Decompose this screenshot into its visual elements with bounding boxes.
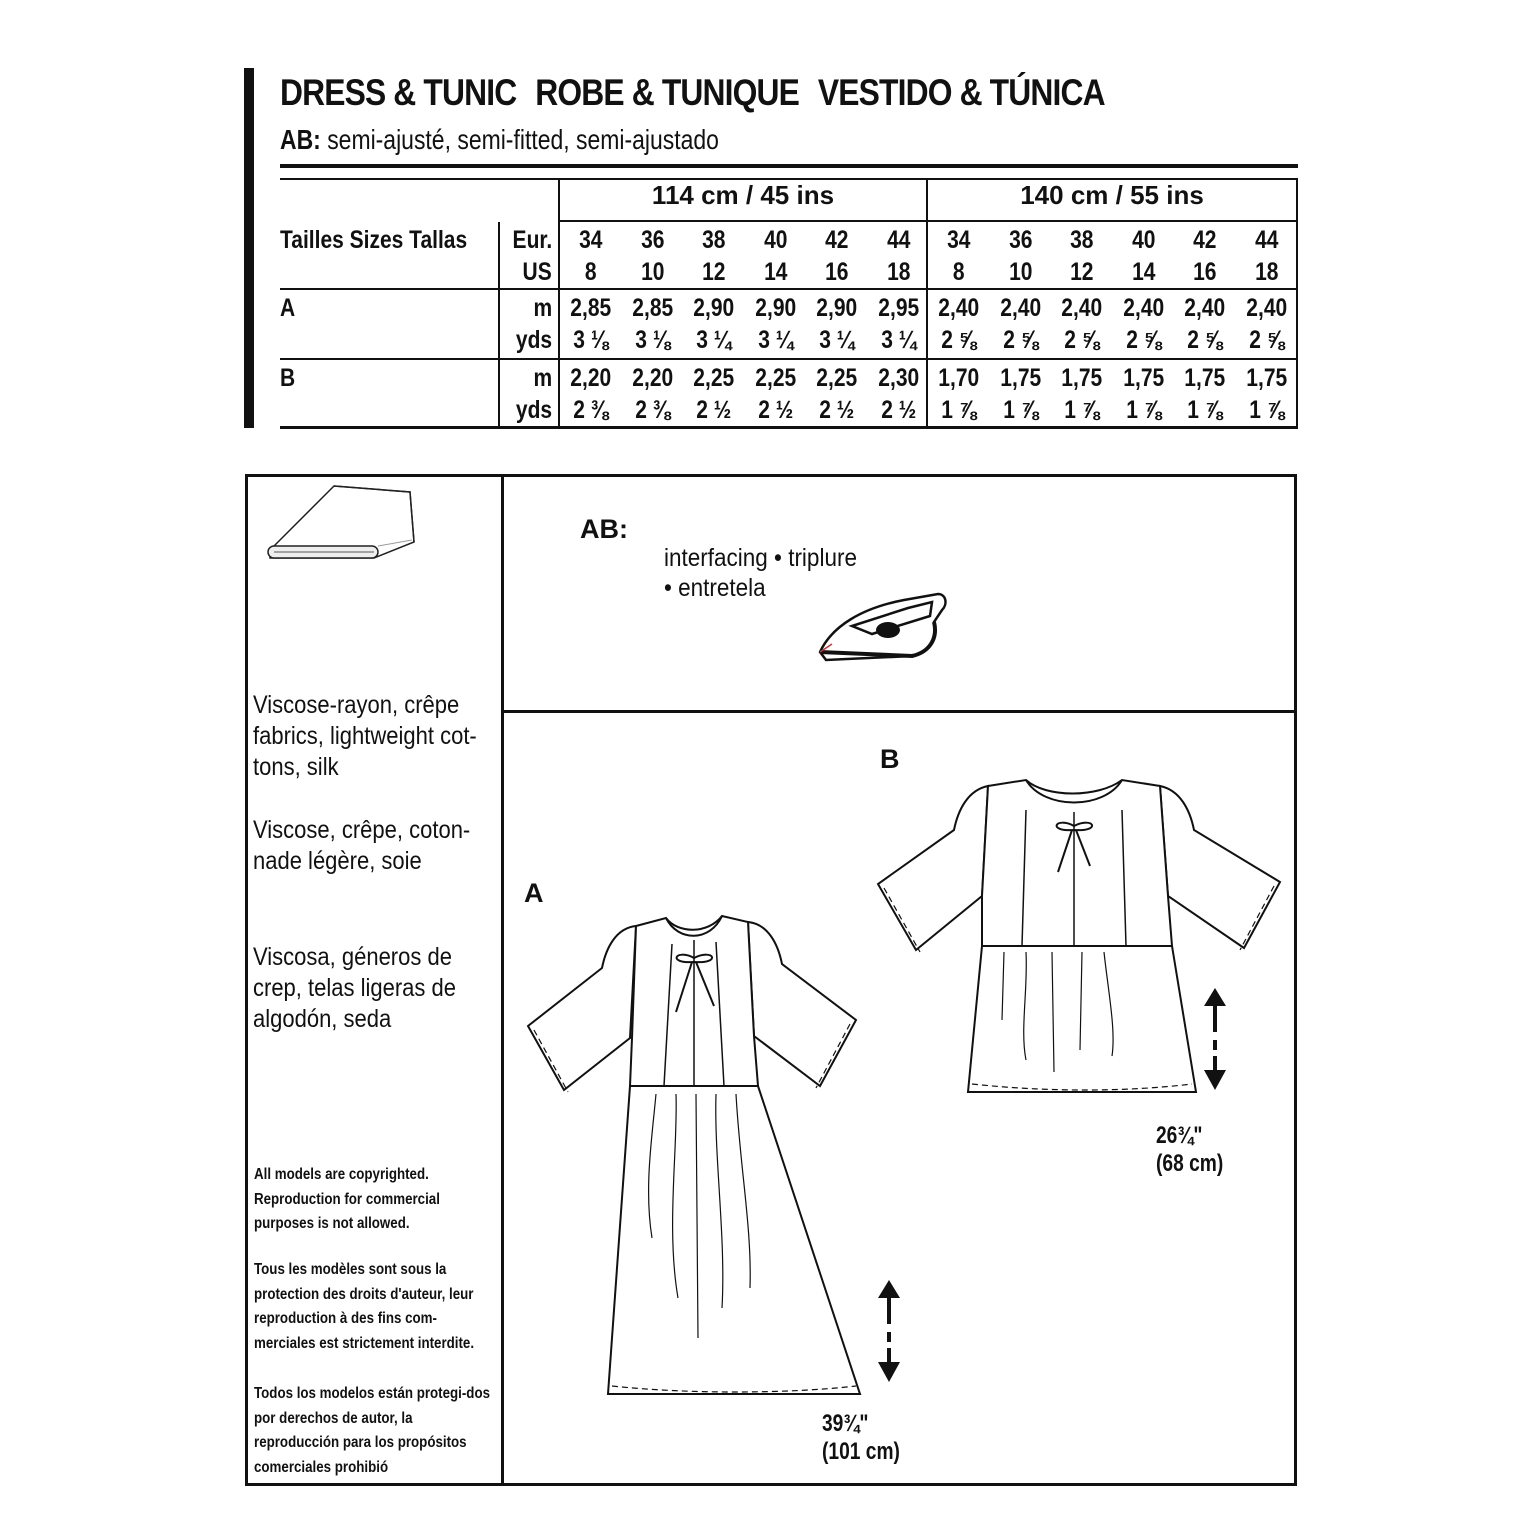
length-arrow-icon: [1200, 984, 1230, 1094]
yards-value: 2 ⅝: [1248, 326, 1284, 354]
yards-value: 3 ¼: [757, 326, 793, 354]
view-b-length-cm: (68 cm): [1156, 1150, 1224, 1177]
meters-value: 1,75: [1245, 364, 1287, 392]
yards-value: 2 ½: [819, 396, 855, 424]
width-header-140: 140 cm / 55 ins: [1020, 180, 1204, 210]
eur-size: 38: [702, 226, 726, 254]
yards-value: 1 ⅞: [1002, 396, 1038, 424]
eur-size: 34: [947, 226, 971, 254]
eur-size: 44: [1254, 226, 1278, 254]
title-fr: ROBE & TUNIQUE: [535, 72, 800, 113]
meters-value: 2,85: [631, 294, 673, 322]
table-rule: [280, 164, 1298, 168]
yards-value: 2 ⅜: [573, 396, 609, 424]
meters-value: 2,20: [570, 364, 612, 392]
meters-value: 2,40: [1184, 294, 1226, 322]
yards-value: 2 ½: [696, 396, 732, 424]
interfacing-line-1: interfacing • triplure: [664, 544, 857, 572]
us-size: 14: [763, 258, 787, 286]
yards-value: 1 ⅞: [1248, 396, 1284, 424]
eur-size: 42: [1193, 226, 1217, 254]
eur-label: Eur.: [512, 226, 552, 254]
yards-value: 2 ⅜: [634, 396, 670, 424]
length-arrow-icon: [874, 1276, 904, 1386]
table-rule: [280, 358, 1298, 360]
table-rule: [280, 288, 1298, 290]
meters-value: 2,85: [570, 294, 612, 322]
yards-value: 2 ⅝: [1125, 326, 1161, 354]
copyright-fr: Tous les modèles sont sous la protection des droits d'auteur, leur reproduction à des fins com-merciales est strictement interdite.: [254, 1261, 475, 1352]
yardage-table: [280, 164, 1298, 430]
table-rule: [498, 222, 500, 428]
yards-value: 3 ⅛: [573, 326, 609, 354]
meters-value: 2,30: [877, 364, 919, 392]
fabric-suggestions-es: Viscosa, géneros de crep, telas ligeras de algodón, seda: [253, 943, 457, 1033]
view-a-length-cm: (101 cm): [822, 1438, 900, 1465]
dress-a-illustration: [526, 908, 866, 1408]
meters-value: 2,90: [816, 294, 858, 322]
us-size: 18: [1254, 258, 1278, 286]
us-size: 8: [952, 258, 965, 286]
us-size: 16: [1193, 258, 1217, 286]
eur-size: 36: [1008, 226, 1032, 254]
yards-value: 3 ⅛: [634, 326, 670, 354]
copyright-en: All models are copyrighted. Reproduction for commercial purposes is not allowed.: [254, 1166, 440, 1232]
panel-divider-horizontal: [504, 710, 1294, 713]
iron-icon: [812, 586, 952, 666]
fabric-suggestions-fr: Viscose, crêpe, coton-nade légère, soie: [253, 816, 471, 875]
yards-value: 1 ⅞: [1125, 396, 1161, 424]
us-size: 12: [1070, 258, 1094, 286]
meters-value: 2,95: [877, 294, 919, 322]
eur-size: 42: [825, 226, 849, 254]
unit-yards: yds: [515, 326, 552, 354]
meters-value: 2,25: [816, 364, 858, 392]
fit-text: semi-ajusté, semi-fitted, semi-ajustado: [327, 124, 719, 155]
meters-value: 2,40: [1245, 294, 1287, 322]
meters-value: 2,40: [1122, 294, 1164, 322]
width-header-114: 114 cm / 45 ins: [651, 180, 835, 210]
view-b-label: B: [880, 744, 900, 774]
fit-views: AB:: [280, 124, 321, 155]
sizes-label: Tailles Sizes Tallas: [280, 226, 468, 254]
yards-value: 2 ⅝: [1064, 326, 1100, 354]
meters-value: 2,25: [693, 364, 735, 392]
page-title: [280, 72, 1124, 114]
table-rule: [558, 178, 560, 428]
us-size: 12: [702, 258, 726, 286]
view-b-length: [1156, 1122, 1223, 1178]
yards-value: 2 ½: [880, 396, 916, 424]
unit-yards: yds: [515, 396, 552, 424]
view-row-label: A: [280, 294, 296, 322]
yards-value: 1 ⅞: [941, 396, 977, 424]
table-rule: [926, 178, 928, 428]
table-rule: [1296, 178, 1298, 428]
accent-bar: [244, 68, 254, 428]
yards-value: 2 ⅝: [1187, 326, 1223, 354]
fabric-bolt-icon: [262, 484, 422, 564]
eur-size: 40: [763, 226, 787, 254]
eur-size: 36: [640, 226, 664, 254]
eur-size: 44: [886, 226, 910, 254]
eur-size: 34: [579, 226, 603, 254]
interfacing-line-2: • entretela: [664, 574, 766, 602]
meters-value: 1,70: [938, 364, 980, 392]
us-size: 8: [584, 258, 597, 286]
title-en: DRESS & TUNIC: [280, 72, 517, 113]
meters-value: 1,75: [1061, 364, 1103, 392]
meters-value: 2,40: [999, 294, 1041, 322]
yards-value: 2 ⅝: [1002, 326, 1038, 354]
meters-value: 1,75: [1184, 364, 1226, 392]
meters-value: 1,75: [1122, 364, 1164, 392]
view-b-length-inches: 26¾": [1156, 1122, 1203, 1149]
panel-divider-vertical: [501, 477, 504, 1483]
us-size: 16: [825, 258, 849, 286]
us-label: US: [522, 258, 552, 286]
copyright-es: Todos los modelos están protegi-dos por derechos de autor, la reproducción para los propósitos comerciales prohibió: [254, 1385, 491, 1476]
yards-value: 3 ¼: [819, 326, 855, 354]
yards-value: 3 ¼: [880, 326, 916, 354]
unit-meters: m: [533, 294, 552, 322]
interfacing-views: AB:: [580, 514, 628, 544]
us-size: 10: [640, 258, 664, 286]
table-rule: [558, 220, 1298, 222]
fit-description: [280, 124, 719, 156]
yards-value: 1 ⅞: [1187, 396, 1223, 424]
title-es: VESTIDO & TÚNICA: [817, 72, 1105, 113]
yards-value: 2 ½: [757, 396, 793, 424]
us-size: 18: [886, 258, 910, 286]
view-a-length-inches: 39¾": [822, 1410, 869, 1437]
meters-value: 1,75: [999, 364, 1041, 392]
eur-size: 38: [1070, 226, 1094, 254]
meters-value: 2,90: [754, 294, 796, 322]
meters-value: 2,40: [1061, 294, 1103, 322]
view-a-label: A: [524, 878, 544, 908]
yards-value: 3 ¼: [696, 326, 732, 354]
yards-value: 1 ⅞: [1064, 396, 1100, 424]
meters-value: 2,90: [693, 294, 735, 322]
view-row-label: B: [280, 364, 296, 392]
us-size: 10: [1008, 258, 1032, 286]
meters-value: 2,20: [631, 364, 673, 392]
eur-size: 40: [1131, 226, 1155, 254]
us-size: 14: [1131, 258, 1155, 286]
meters-value: 2,25: [754, 364, 796, 392]
fabric-suggestions-en: Viscose-rayon, crêpe fabrics, lightweight cot-tons, silk: [253, 691, 477, 781]
meters-value: 2,40: [938, 294, 980, 322]
yards-value: 2 ⅝: [941, 326, 977, 354]
table-rule: [280, 426, 1298, 429]
unit-meters: m: [533, 364, 552, 392]
view-a-length: [822, 1410, 900, 1466]
